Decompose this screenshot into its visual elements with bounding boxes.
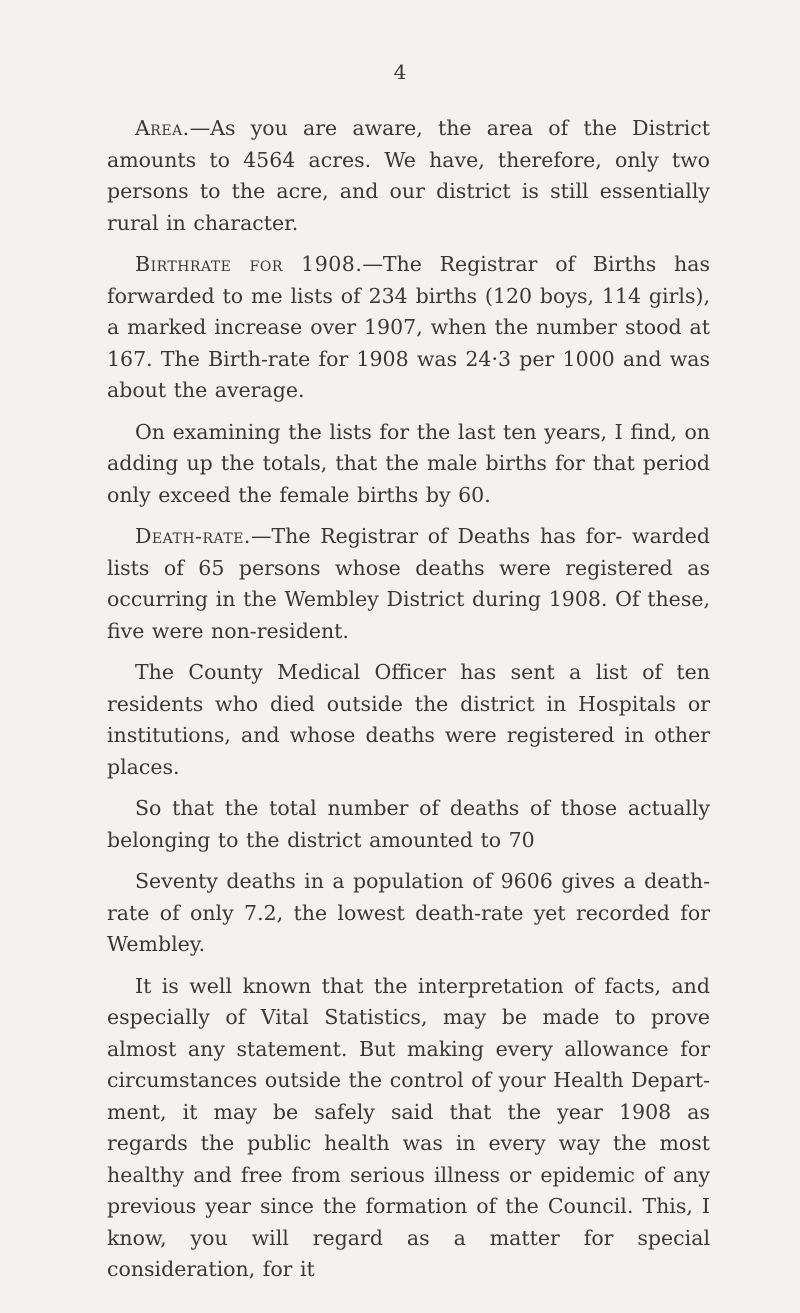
paragraph-text: —As you are aware, the area of the District amounts to 4564 acres. We have, therefore, only two persons to the acre, and our district is still essentially rural in character.	[107, 116, 710, 235]
paragraph-text: Seventy deaths in a population of 9606 gives a death- rate of only 7.2, the lowest death-rate yet recorded for Wembley.	[107, 869, 710, 956]
paragraph-birthrate	[107, 249, 710, 407]
page-number: 4	[393, 60, 407, 84]
paragraph-text: —The Registrar of Births has forwarded to me lists of 234 births (120 boys, 114 girls), a marked increase over 1907, when the number stood at 167. The Birth-rate for 1908 was 24·3 per 1000 and was about the average.	[107, 252, 710, 402]
paragraph-death-rate	[107, 521, 710, 647]
paragraph-vital-statistics	[107, 971, 710, 1286]
paragraph-text: —The Registrar of Deaths has for- warded lists of 65 persons whose deaths were registered as occurring in the Wembley District during 1908. Of these, five were non-resident.	[107, 524, 710, 643]
paragraph-area	[107, 113, 710, 239]
paragraph-seventy-deaths	[107, 866, 710, 961]
section-heading-area: Area.	[135, 116, 190, 140]
section-heading-death-rate: Death-rate.	[135, 524, 251, 548]
paragraph-text: On examining the lists for the last ten years, I find, on adding up the totals, that the male births for that period only exceed the female births by 60.	[107, 419, 710, 507]
paragraph-text: The County Medical Officer has sent a list of ten residents who died outside the district in Hospitals or institutions, and whose deaths were registered in other places.	[107, 660, 710, 779]
paragraph-text: It is well known that the interpretation of facts, and especially of Vital Statistics, may be made to prove almost any statement. But making every allowance for circumstances outside the control of your Health Depart- ment, it may be safely said that the year 1908 as regards the public health was in every way the most healthy and free from serious illness or epidemic of any previous year since the formation of the Council. This, I know, you will regard as a matter for special consideration, for it	[107, 973, 710, 1281]
body-text	[107, 113, 710, 1296]
section-heading-birthrate: Birthrate for 1908.	[135, 252, 363, 276]
paragraph-total-deaths	[107, 793, 710, 856]
paragraph-male-births	[107, 417, 710, 512]
paragraph-text: So that the total number of deaths of those actually belonging to the district amounted to 70	[107, 796, 710, 852]
paragraph-county-officer	[107, 657, 710, 783]
